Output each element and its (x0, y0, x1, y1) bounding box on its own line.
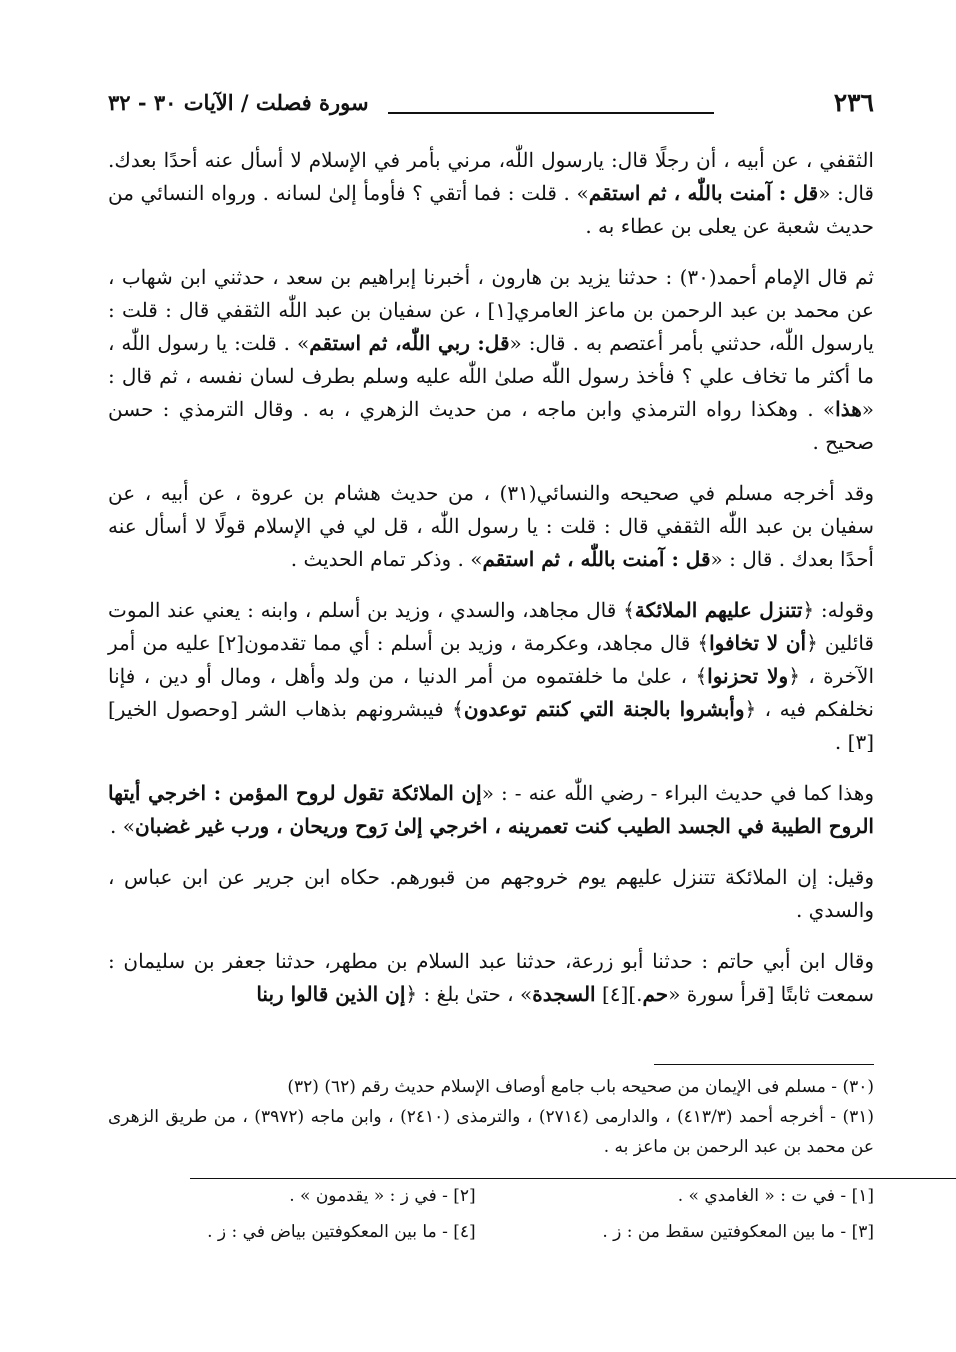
quoted-text: ولا تحزنوا (707, 664, 789, 688)
paragraph (108, 477, 874, 576)
paragraph-text: وقد أخرجه مسلم في صحيحه والنسائي(٣١) ، من حديث هشام بن عروة ، عن أبيه ، عن سفيان بن عبد اللّٰه الثقفي قال : قلت : يا رسول اللّٰه ، قل لي في الإسلام قولًا لا أسأل عنه أحدًا بعدك . قال : « (108, 481, 875, 571)
quoted-text: السجدة (532, 982, 596, 1006)
paragraph-text: » . قلت : فما أتقي ؟ فأومأ إلىٰ لسانه . ورواه النسائي من حديث شعبة عن يعلى بن عطاء به . (108, 181, 874, 238)
paragraph-text: ﴾ فيبشرونهم بذهاب الشر [وحصول الخير][٣] . (108, 697, 874, 754)
paragraph-text: » . وذكر تمام الحديث . (290, 547, 483, 571)
quoted-text: أن لا تخافوا (709, 631, 807, 655)
paragraph (108, 945, 874, 1011)
variant-note: [٤] - ما بين المعكوفتين بياض في : ز . (207, 1222, 476, 1242)
quoted-text: إن الذين قالوا ربنا (256, 982, 406, 1006)
manuscript-variants (108, 1186, 874, 1258)
paragraph (108, 594, 874, 759)
paragraph-text: وقيل: إن الملائكة تتنزل عليهم يوم خروجهم من قبورهم. حكاه ابن جرير عن ابن عباس ، والسدي . (108, 865, 875, 922)
paragraph-text: وقال ابن أبي حاتم : حدثنا أبو زرعة، حدثنا عبد السلام بن مطهر، حدثنا جعفر بن سليمان : سمعت ثابتًا [قرأ سورة « (108, 949, 874, 1006)
quoted-text: تتنزل عليهم الملائكة (634, 598, 803, 622)
paragraph-text: » . (109, 814, 135, 838)
paragraph-text: ﴾ قال مجاهد، والسدي ، وزيد بن أسلم ، وابنه : يعني عند الموت قائلين ﴿ (108, 598, 874, 655)
quoted-text: قل: ربي اللّٰه، ثم استقم (309, 331, 510, 355)
running-title: سورة فصلت / الآيات ٣٠ - ٣٢ (108, 90, 369, 115)
footnote: (٣٠) - مسلم فى الإيمان من صحيحه باب جامع أوصاف الإسلام حديث رقم (٦٢) (٣٢) (287, 1077, 874, 1097)
page-header (108, 88, 874, 128)
page-number: ٢٣٦ (833, 88, 874, 117)
paragraph (108, 861, 874, 927)
paragraph-text: ﴾ ، علىٰ ما خلفتموه من أمر الدنيا ، من ولد وأهل ، ومال أو دين ، فإنا نخلفكم فيه ، ﴿ (108, 664, 874, 721)
paragraph (108, 144, 874, 243)
paragraph-text: » ، حتىٰ بلغ : ﴿ (405, 982, 533, 1006)
paragraph-text: ﴾ قال مجاهد، وعكرمة ، وزيد بن أسلم : أي مما تقدمون[٢] عليه من أمر الآخرة ، ﴿ (108, 631, 875, 688)
variant-note: [٣] - ما بين المعكوفتين سقط من : ز . (602, 1222, 874, 1242)
paragraph-text: » . وهكذا رواه الترمذي وابن ماجه ، من حديث الزهري ، به . وقال الترمذي : حسن صحيح . (108, 397, 874, 454)
footnote-separator (654, 1064, 874, 1065)
quoted-text: وأبشروا بالجنة التي كنتم توعدون (463, 697, 745, 721)
quoted-text: إن الملائكة تقول لروح المؤمن : اخرجي أيتها الروح الطيبة في الجسد الطيب كنت تعمرينه ، اخرجي إلىٰ رَوح وريحان ، ورب غير غضبان (108, 781, 874, 838)
variant-note: [٢] - في ز : « يقدمون » . (289, 1186, 476, 1206)
footnotes (108, 1072, 874, 1162)
paragraph (108, 777, 874, 843)
variant-row (108, 1222, 874, 1258)
header-rule (388, 112, 714, 114)
paragraph-text: الثقفي ، عن أبيه ، أن رجلًا قال: يارسول اللّٰه، مرني بأمر في الإسلام لا أسأل عنه أحدًا بعدك. قال: « (108, 148, 874, 205)
footnote: (٣١) - أخرجه أحمد (٤١٣/٣) ، والدارمى (٢٧١٤) ، والترمذى (٢٤١٠) ، وابن ماجه (٣٩٧٢) ، من طريق الزهرى عن محمد بن عبد الرحمن بن ماعز به . (108, 1107, 874, 1157)
variant-note: [١] - في ت : « الغامدي » . (677, 1186, 874, 1206)
quoted-text: هذا (835, 397, 862, 421)
paragraph (108, 261, 874, 459)
quoted-text: قل : آمنت باللّٰه ، ثم استقم (588, 181, 819, 205)
paragraph-text: » . قلت: يا رسول اللّٰه ، ما أكثر ما تخاف علي ؟ فأخذ رسول اللّٰه صلىٰ اللّٰه عليه وسلم بطرف لسان نفسه ، ثم قال : « (108, 331, 874, 421)
variant-row (108, 1186, 874, 1222)
paragraph-text: وهذا كما في حديث البراء - رضي اللّٰه عنه - : « (481, 781, 874, 805)
paragraph-text: وقوله: ﴿ (802, 598, 875, 622)
main-text (108, 144, 874, 1029)
paragraph-text: ثم قال الإمام أحمد(٣٠) : حدثنا يزيد بن هارون ، أخبرنا إبراهيم بن سعد ، حدثني ابن شهاب ، عن محمد بن عبد الرحمن بن ماعز العامري[١] ، عن سفيان بن عبد اللّٰه الثقفي قال : قلت : يارسول اللّٰه، حدثني بأمر أعتصم به . قال: « (108, 265, 874, 355)
quoted-text: قل : آمنت باللّٰه ، ثم استقم (482, 547, 711, 571)
paragraph-text: .][٤] (595, 982, 643, 1006)
quoted-text: حم (642, 982, 669, 1006)
